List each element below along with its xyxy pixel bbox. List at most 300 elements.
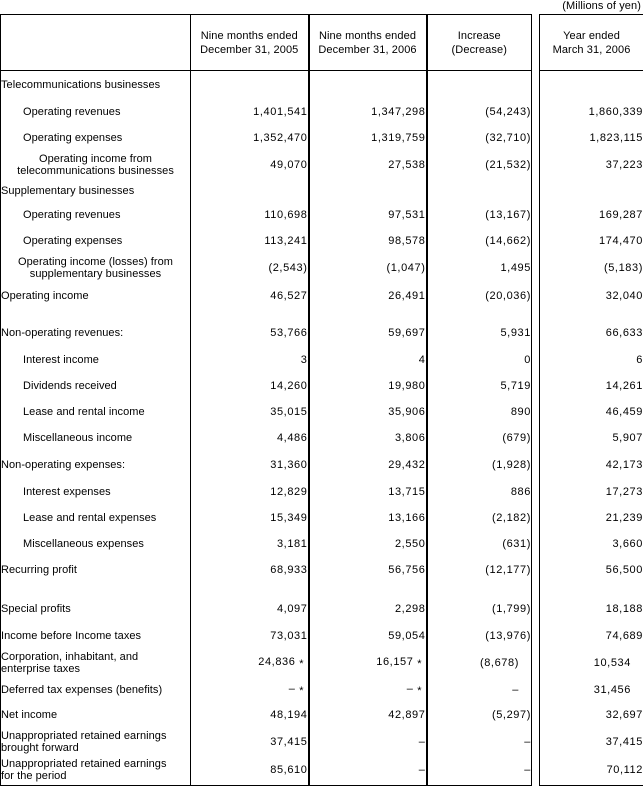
column-gap [532,649,540,678]
cell-value [427,125,532,151]
cell-value [540,702,643,728]
cell-value [309,425,427,451]
cell-value-text: – [288,682,296,695]
column-gap [532,180,540,202]
cell-value-text: 17,273 [605,485,643,498]
row-label [1,347,191,373]
income-statement-table [0,14,643,786]
cell-value [191,649,309,678]
cell-value [540,125,643,151]
cell-value-text: 5,907 [612,431,643,444]
cell-value [427,347,532,373]
cell-value [191,125,309,151]
column-gap [532,283,540,309]
cell-value [191,283,309,309]
cell-value [427,399,532,425]
header-cell-label [1,15,191,71]
cell-value-text: 26,491 [388,289,426,302]
cell-value-text: 31,456 [593,683,631,696]
cell-value-text: (631) [502,537,531,550]
cell-value-text: 31,360 [270,458,308,471]
cell-value [540,479,643,505]
cell-value [540,228,643,254]
cell-value-text: 4,486 [276,431,308,444]
cell-value [309,71,427,99]
row-label-line1: Interest expenses [23,485,111,498]
column-gap [532,505,540,531]
cell-value-text: 19,980 [388,379,426,392]
table-row [1,595,643,623]
cell-value-text: 1,352,470 [253,131,308,144]
cell-value-text: 35,015 [270,405,308,418]
row-label [1,595,191,623]
cell-value [191,399,309,425]
table-row [1,180,643,202]
row-label-line1: Operating revenues [23,208,121,221]
cell-value [427,756,532,786]
cell-value-text: – [418,764,426,777]
row-label-line1: Operating revenues [23,105,121,118]
column-gap [532,399,540,425]
cell-value [309,373,427,399]
row-label-line1: Non-operating revenues: [1,326,124,339]
cell-value-text: 97,531 [388,208,426,221]
cell-value [309,319,427,347]
row-label-line1: Lease and rental income [23,405,145,418]
cell-value-text: 29,432 [388,458,426,471]
row-label-line1: Interest income [23,353,99,366]
header-cell-col1 [191,15,309,71]
cell-value [540,425,643,451]
header-cell-col4 [540,15,643,71]
cell-value-text: 4 [418,353,426,366]
table-row [1,373,643,399]
row-label [1,702,191,728]
cell-value [191,678,309,702]
table-row [1,347,643,373]
cell-value [427,702,532,728]
table-row [1,451,643,479]
header-gap [532,15,540,71]
cell-value [309,595,427,623]
row-label-line1: Non-operating expenses: [1,458,126,471]
cell-value [191,756,309,786]
row-label-line1: Operating income (losses) from [18,256,173,268]
spacer-row [1,309,643,319]
cell-value-text: 3,806 [394,431,426,444]
income-statement-table-wrapper [0,14,643,786]
cell-value [427,228,532,254]
cell-value [427,557,532,583]
cell-value [540,756,643,786]
cell-value-text: 1,319,759 [371,131,426,144]
cell-value [191,623,309,649]
cell-value-text: (1,047) [386,262,426,274]
cell-value-text: 42,897 [388,708,426,721]
spacer-cell [532,309,540,319]
cell-value [309,202,427,228]
cell-value-text: 14,261 [605,379,643,392]
row-label-line1: Operating income [1,289,89,302]
cell-value [309,479,427,505]
cell-value [191,505,309,531]
table-header [1,15,643,71]
cell-value-text: 886 [510,485,531,498]
row-label [1,678,191,702]
header-row [1,15,643,71]
cell-value-text: 5,719 [500,379,531,392]
column-gap [532,557,540,583]
cell-value-text: 4,097 [276,602,308,615]
cell-value [191,319,309,347]
cell-value [427,202,532,228]
cell-value-text: – [418,735,426,748]
cell-value [191,425,309,451]
cell-value-text: (8,678) [479,657,519,669]
cell-value-text: 110,698 [264,208,308,221]
table-row [1,399,643,425]
cell-value-text: 5,931 [500,326,531,339]
cell-value [540,678,643,702]
column-gap [532,319,540,347]
table-row [1,71,643,99]
cell-value-text: (1,928) [491,458,531,471]
cell-value-text: 174,470 [599,234,643,247]
cell-value [191,347,309,373]
column-gap [532,531,540,557]
cell-value [427,531,532,557]
header-col4-line1: Year ended [563,29,620,42]
column-gap [532,125,540,151]
cell-value [309,557,427,583]
cell-value [191,180,309,202]
cell-value-text: 56,756 [388,563,426,576]
cell-value-text: – [406,682,414,695]
cell-value-text: 2,298 [394,602,426,615]
cell-value-text: 3 [300,353,308,366]
cell-value [309,678,427,702]
cell-value [309,531,427,557]
cell-value-text: 113,241 [264,234,308,247]
cell-value-text: (13,976) [485,629,531,642]
cell-value [540,728,643,756]
asterisk-note-marker: * [299,658,304,670]
cell-value [427,678,532,702]
column-gap [532,151,540,180]
table-row [1,505,643,531]
cell-value-text: 1,860,339 [588,105,643,118]
cell-value-text: 0 [524,353,531,366]
table-row [1,319,643,347]
cell-value [540,180,643,202]
row-label-line2: supplementary businesses [29,268,162,280]
cell-value [309,99,427,125]
row-label [1,319,191,347]
cell-value [191,702,309,728]
spacer-row [1,583,643,595]
cell-value-text: 1,495 [500,262,531,274]
spacer-cell [191,583,309,595]
cell-value-text: 66,633 [605,326,643,339]
row-label [1,505,191,531]
cell-value-text: 37,415 [270,735,308,748]
spacer-cell [309,309,427,319]
column-gap [532,202,540,228]
row-label [1,228,191,254]
row-label [1,254,191,283]
cell-value [191,595,309,623]
header-cell-col3 [427,15,532,71]
cell-value [540,649,643,678]
cell-value [309,623,427,649]
row-label [1,180,191,202]
cell-value-text: 21,239 [605,511,643,524]
row-label-line1: Unappropriated retained earnings [1,758,167,771]
header-col2-line2: December 31, 2006 [318,43,417,56]
cell-value [540,202,643,228]
column-gap [532,373,540,399]
cell-value-text: (21,532) [485,159,531,171]
cell-value [540,505,643,531]
row-label-line1: Dividends received [23,379,117,392]
cell-value-text: 74,689 [605,629,643,642]
spacer-cell [1,583,191,595]
cell-value-text: 85,610 [270,764,308,777]
row-label-line1: Corporation, inhabitant, and [1,651,139,663]
cell-value [309,649,427,678]
row-label-line2: for the period [1,770,67,783]
cell-value [427,595,532,623]
cell-value [309,254,427,283]
cell-value [427,283,532,309]
cell-value-text: 10,534 [593,657,631,669]
table-row [1,623,643,649]
cell-value-text: 6 [636,353,643,366]
cell-value [191,479,309,505]
cell-value-text: 56,500 [605,563,643,576]
column-gap [532,451,540,479]
cell-value [309,228,427,254]
header-col3-line2: (Decrease) [451,43,507,56]
cell-value-text: 53,766 [270,326,308,339]
cell-value-text: (679) [502,431,531,444]
header-col1-line1: Nine months ended [200,29,298,42]
cell-value [540,347,643,373]
table-row [1,479,643,505]
row-label [1,557,191,583]
row-label [1,399,191,425]
cell-value [309,347,427,373]
spacer-cell [309,583,427,595]
cell-value [540,151,643,180]
cell-value [191,151,309,180]
row-label [1,99,191,125]
cell-value [309,180,427,202]
column-gap [532,756,540,786]
cell-value [309,283,427,309]
cell-value [191,557,309,583]
cell-value-text: (5,183) [603,262,643,274]
cell-value-text: (1,799) [491,602,531,615]
cell-value [540,71,643,99]
spacer-cell [427,309,532,319]
header-col4-line2: March 31, 2006 [552,43,631,56]
table-row [1,678,643,702]
row-label [1,531,191,557]
cell-value-text: 27,538 [388,159,426,171]
table-row [1,756,643,786]
header-col1-line2: December 31, 2005 [200,43,299,56]
spacer-cell [532,583,540,595]
cell-value-text: 12,829 [270,485,308,498]
cell-value-text: (13,167) [485,208,531,221]
column-gap [532,678,540,702]
cell-value-text: – [512,683,519,696]
row-label-line1: Unappropriated retained earnings [1,729,167,742]
cell-value-text: 1,401,541 [253,105,308,118]
cell-value-text: 1,823,115 [589,131,643,144]
cell-value [427,623,532,649]
column-gap [532,71,540,99]
cell-value [427,373,532,399]
column-gap [532,595,540,623]
cell-value-text: 68,933 [270,563,308,576]
row-label-line2: telecommunications businesses [17,165,174,177]
cell-value-text: (20,036) [485,289,531,302]
cell-value [540,557,643,583]
cell-value-text: 14,260 [270,379,308,392]
cell-value-text: 15,349 [270,511,308,524]
cell-value [540,623,643,649]
cell-value-text: 3,181 [276,537,308,550]
cell-value-text: 32,040 [605,289,643,302]
table-row [1,531,643,557]
table-row [1,202,643,228]
header-cell-col2 [309,15,427,71]
row-label [1,451,191,479]
row-label-line1: Net income [1,708,58,721]
row-label [1,479,191,505]
row-label-line1: Lease and rental expenses [23,511,157,524]
cell-value [427,479,532,505]
spacer-cell [540,583,643,595]
cell-value [309,399,427,425]
cell-value-text: 24,836 [258,656,296,668]
cell-value-text: 73,031 [270,629,308,642]
row-label [1,202,191,228]
cell-value [540,595,643,623]
cell-value-text: (2,182) [491,511,531,524]
row-label-line1: Operating income from [39,153,152,165]
cell-value-text: 59,054 [388,629,426,642]
cell-value-text: 37,223 [605,159,643,171]
column-gap [532,728,540,756]
spacer-cell [191,309,309,319]
row-label [1,373,191,399]
cell-value-text: 18,188 [605,602,643,615]
row-label [1,623,191,649]
row-label [1,728,191,756]
cell-value [540,99,643,125]
cell-value [427,254,532,283]
table-row [1,728,643,756]
cell-value [427,425,532,451]
cell-value-text: (2,543) [268,262,308,274]
cell-value [540,319,643,347]
column-gap [532,425,540,451]
table-row [1,125,643,151]
cell-value [191,228,309,254]
cell-value-text: 46,527 [270,289,308,302]
row-label-line1: Operating expenses [23,234,123,247]
asterisk-note-marker: * [417,684,422,697]
cell-value [427,451,532,479]
row-label [1,425,191,451]
row-label-line1: Special profits [1,602,71,615]
cell-value [540,399,643,425]
cell-value [309,151,427,180]
spacer-cell [540,309,643,319]
row-label [1,125,191,151]
row-label [1,756,191,786]
column-gap [532,702,540,728]
column-gap [532,347,540,373]
table-row [1,99,643,125]
row-label [1,71,191,99]
row-label [1,283,191,309]
cell-value [427,505,532,531]
cell-value [540,531,643,557]
cell-value-text: 48,194 [270,708,308,721]
cell-value [191,99,309,125]
cell-value-text: 16,157 [376,656,414,668]
cell-value [309,125,427,151]
header-col3-line1: Increase [457,29,501,42]
cell-value-text: 70,112 [606,764,643,777]
asterisk-note-marker: * [299,684,304,697]
column-gap [532,623,540,649]
row-label [1,649,191,678]
cell-value [191,71,309,99]
cell-value-text: 169,287 [599,208,643,221]
units-caption: (Millions of yen) [562,0,641,12]
row-label [1,151,191,180]
cell-value-text: 35,906 [388,405,426,418]
cell-value [427,649,532,678]
cell-value [191,202,309,228]
cell-value [427,71,532,99]
cell-value [427,180,532,202]
cell-value [540,451,643,479]
table-body [1,71,643,786]
cell-value-text: 890 [510,405,531,418]
cell-value-text: 32,697 [605,708,643,721]
cell-value-text: 13,715 [388,485,426,498]
cell-value-text: (32,710) [485,131,531,144]
cell-value-text: (12,177) [485,563,531,576]
row-label-line1: Deferred tax expenses (benefits) [1,683,163,696]
row-label-line1: Income before Income taxes [1,629,142,642]
cell-value-text: 13,166 [388,511,426,524]
cell-value [191,451,309,479]
cell-value-text: (54,243) [485,105,531,118]
cell-value [309,505,427,531]
column-gap [532,228,540,254]
table-row [1,702,643,728]
table-row [1,254,643,283]
cell-value [427,151,532,180]
cell-value-text: 59,697 [388,326,426,339]
